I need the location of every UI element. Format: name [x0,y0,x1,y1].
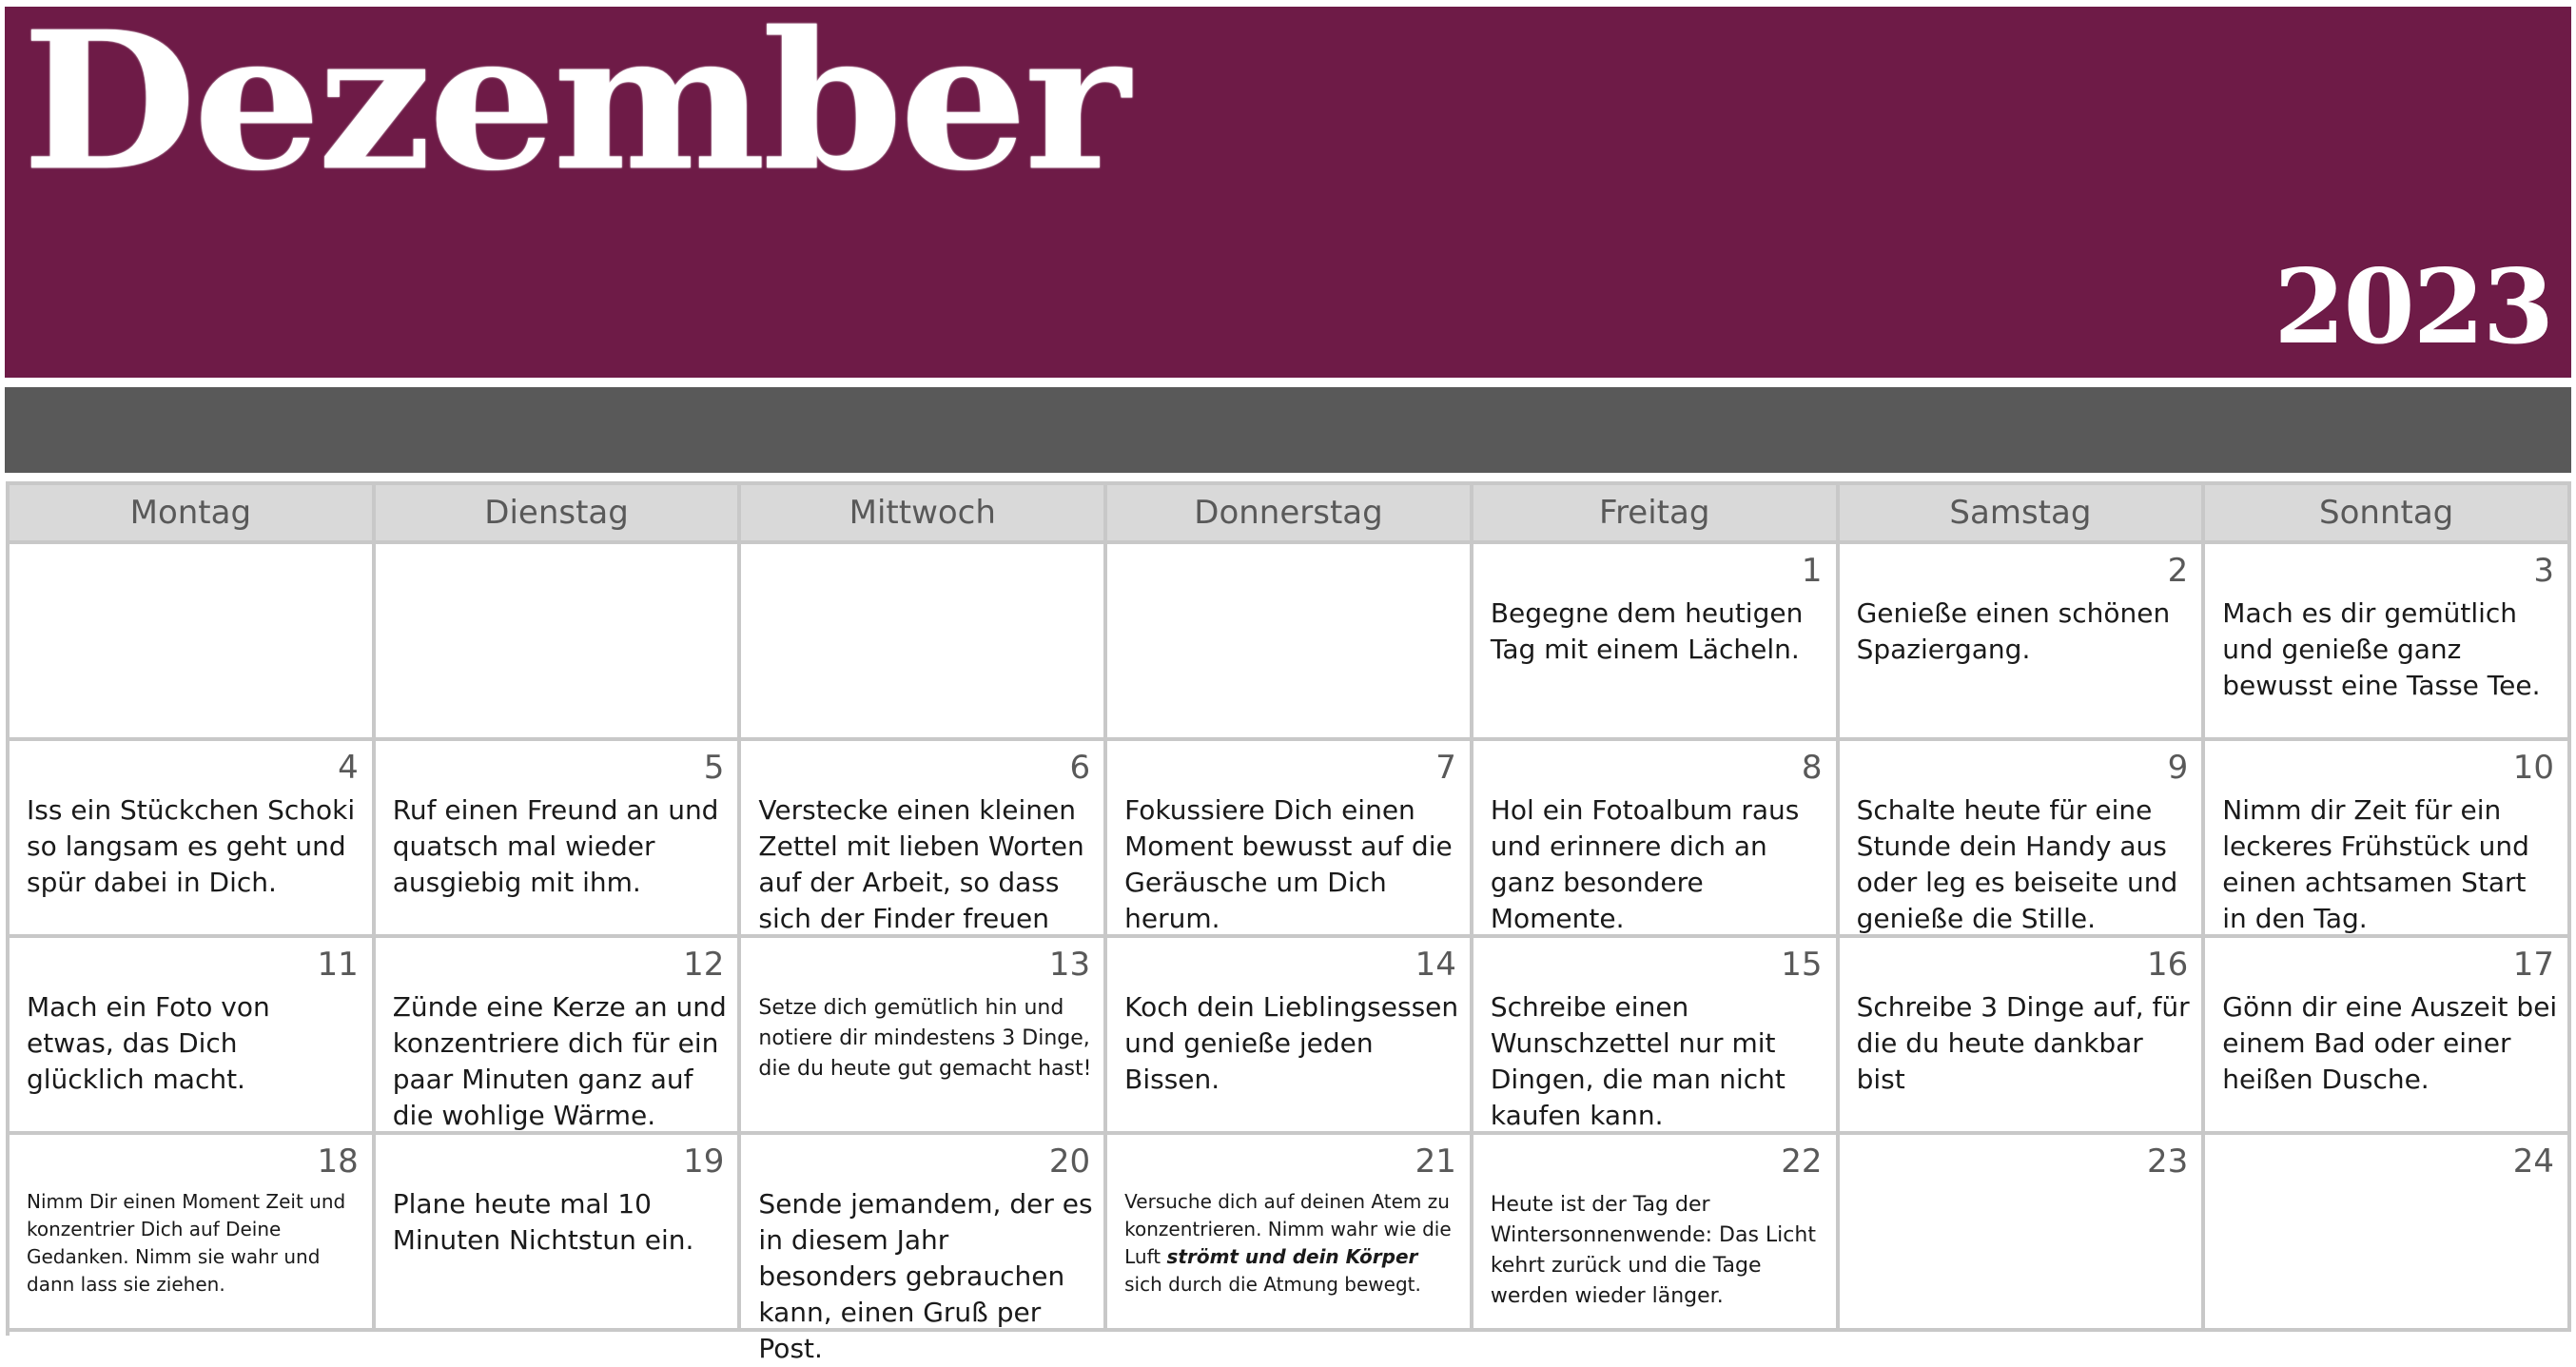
day-text: Nimm Dir einen Moment Zeit und konzentrier Dich auf Deine Gedanken. Nimm sie wahr und dann lass sie ziehen. [27,1190,346,1296]
day-number: 14 [1415,946,1456,984]
day-text: Begegne dem heutigen Tag mit einem Lächeln. [1490,597,1804,665]
day-number: 4 [338,749,359,787]
day-cell-14 [1107,938,1473,1135]
day-number: 15 [1781,946,1823,984]
day-text: Fokussiere Dich einen Moment bewusst auf die Geräusche um Dich herum. [1124,794,1453,934]
day-cell-22 [1473,1135,1840,1332]
day-number: 20 [1048,1142,1091,1181]
day-cell-empty [376,544,742,741]
day-cell-3 [2205,544,2571,741]
day-number: 22 [1781,1142,1823,1181]
day-cell-11 [10,938,376,1135]
day-text [1124,1188,1460,1299]
day-number: 6 [1069,749,1091,787]
day-text-part: Versuche dich auf deinen Atem zu konzentrieren. Nimm wahr wie die Luft [1124,1190,1452,1268]
day-cell-2 [1840,544,2206,741]
day-cell-23 [1840,1135,2206,1332]
day-text: Heute ist der Tag der Wintersonnenwende: Das Licht kehrt zurück und die Tage werden wieder länger. [1490,1193,1816,1308]
day-cell-18 [10,1135,376,1332]
day-text-emphasis: strömt und dein Körper [1166,1245,1418,1268]
day-text: Mach ein Foto von etwas, das Dich glücklich macht. [27,991,270,1095]
weekday-wednesday: Mittwoch [741,485,1107,544]
day-cell-24 [2205,1135,2571,1332]
day-cell-17 [2205,938,2571,1135]
day-text: Iss ein Stückchen Schoki so langsam es geht und spür dabei in Dich. [27,794,356,898]
day-text-part: sich durch die Atmung bewegt. [1124,1273,1421,1296]
calendar-grid [6,481,2571,1364]
day-text: Zünde eine Kerze an und konzentriere dich für ein paar Minuten ganz auf die wohlige Wärme. [392,991,727,1131]
day-text: Plane heute mal 10 Minuten Nichtstun ein. [392,1188,694,1256]
weekday-tuesday: Dienstag [376,485,742,544]
day-number: 7 [1435,749,1456,787]
day-cell-4 [10,741,376,938]
day-cell-20 [741,1135,1107,1364]
day-text: Sende jemandem, der es in diesem Jahr besonders gebrauchen kann, einen Gruß per Post. [758,1188,1093,1364]
day-cell-21 [1107,1135,1473,1332]
divider-bar [5,387,2571,473]
day-cell-15 [1473,938,1840,1135]
day-number: 24 [2512,1142,2554,1181]
day-cell-empty [10,544,376,741]
year-title: 2023 [2274,247,2552,367]
day-text: Schalte heute für eine Stunde dein Handy aus oder leg es beiseite und genieße die Stille. [1856,794,2178,934]
day-number: 21 [1415,1142,1456,1181]
day-number: 10 [2512,749,2554,787]
month-title: Dezember [22,0,1127,213]
month-banner [5,0,2571,378]
day-number: 16 [2147,946,2189,984]
day-text: Gönn dir eine Auszeit bei einem Bad oder einer heißen Dusche. [2222,991,2558,1095]
day-cell-9 [1840,741,2206,938]
day-text: Schreibe einen Wunschzettel nur mit Dingen, die man nicht kaufen kann. [1490,991,1786,1131]
weekday-monday: Montag [10,485,376,544]
day-cell-19 [376,1135,742,1332]
day-cell-empty [1107,544,1473,741]
day-text: Genieße einen schönen Spaziergang. [1856,597,2171,665]
day-number: 3 [2533,552,2554,590]
day-number: 12 [683,946,725,984]
day-number: 1 [1801,552,1823,590]
day-number: 17 [2512,946,2554,984]
day-cell-8 [1473,741,1840,938]
day-cell-empty [741,544,1107,741]
weekday-thursday: Donnerstag [1107,485,1473,544]
day-number: 13 [1048,946,1091,984]
day-text: Koch dein Lieblingsessen und genieße jeden Bissen. [1124,991,1459,1095]
day-number: 18 [317,1142,359,1181]
day-cell-1 [1473,544,1840,741]
day-text: Hol ein Fotoalbum raus und erinnere dich an ganz besondere Momente. [1490,794,1800,934]
day-number: 5 [703,749,725,787]
weekday-sunday: Sonntag [2205,485,2571,544]
day-cell-16 [1840,938,2206,1135]
day-cell-7 [1107,741,1473,938]
day-cell-6 [741,741,1107,938]
day-number: 23 [2147,1142,2189,1181]
day-number: 2 [2167,552,2189,590]
day-cell-10 [2205,741,2571,938]
day-text: Mach es dir gemütlich und genieße ganz bewusst eine Tasse Tee. [2222,597,2541,701]
day-number: 19 [683,1142,725,1181]
day-text: Setze dich gemütlich hin und notiere dir mindestens 3 Dinge, die du heute gut gemacht hast! [758,996,1092,1081]
day-number: 8 [1801,749,1823,787]
weekday-saturday: Samstag [1840,485,2206,544]
day-text: Nimm dir Zeit für ein leckeres Frühstück und einen achtsamen Start in den Tag. [2222,794,2529,934]
day-cell-13 [741,938,1107,1135]
day-number: 11 [317,946,359,984]
day-number: 9 [2167,749,2189,787]
day-text: Ruf einen Freund an und quatsch mal wieder ausgiebig mit ihm. [392,794,719,898]
day-text: Schreibe 3 Dinge auf, für die du heute dankbar bist [1856,991,2190,1095]
day-cell-12 [376,938,742,1135]
weekday-friday: Freitag [1473,485,1840,544]
day-text: Verstecke einen kleinen Zettel mit lieben Worten auf der Arbeit, so dass sich der Finder freuen [758,794,1084,934]
day-cell-5 [376,741,742,938]
